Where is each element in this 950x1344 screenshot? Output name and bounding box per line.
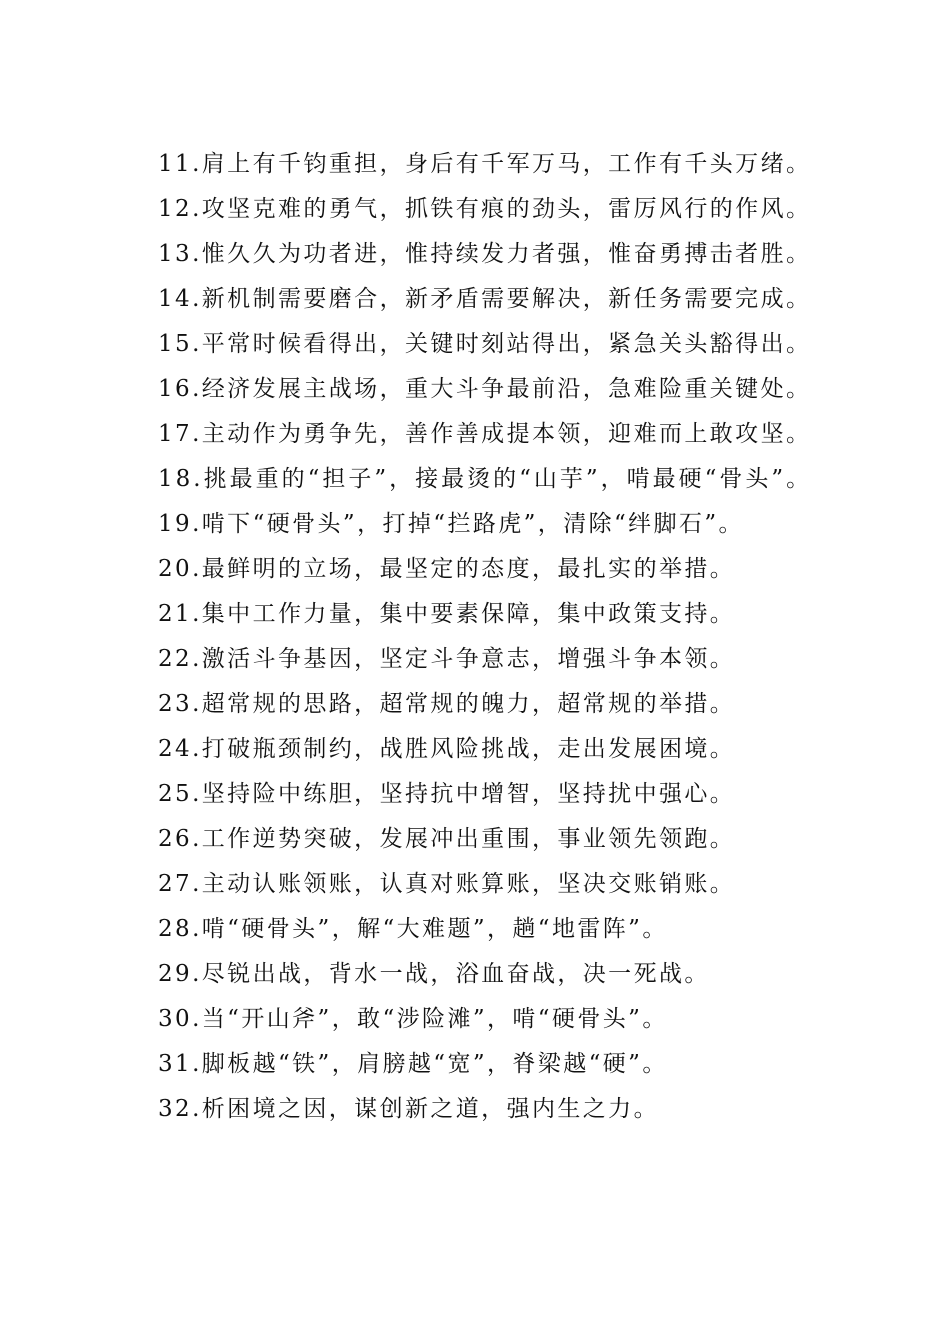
phrase-list: [120, 142, 830, 1132]
list-item: 14.新机制需要磨合，新矛盾需要解决，新任务需要完成。: [158, 286, 812, 312]
list-item: 21.集中工作力量，集中要素保障，集中政策支持。: [158, 601, 736, 627]
list-item: 20.最鲜明的立场，最坚定的态度，最扎实的举措。: [158, 556, 736, 582]
list-item: 16.经济发展主战场，重大斗争最前沿，急难险重关键处。: [158, 376, 812, 402]
list-item: 22.激活斗争基因，坚定斗争意志，增强斗争本领。: [158, 646, 736, 672]
list-item: 30.当“开山斧”，敢“涉险滩”，啃“硬骨头”。: [158, 1006, 668, 1032]
list-item: 29.尽锐出战，背水一战，浴血奋战，决一死战。: [158, 961, 710, 987]
list-item: 11.肩上有千钧重担，身后有千军万马，工作有千头万绪。: [158, 151, 812, 177]
list-item: 26.工作逆势突破，发展冲出重围，事业领先领跑。: [158, 826, 736, 852]
list-item: 15.平常时候看得出，关键时刻站得出，紧急关头豁得出。: [158, 331, 812, 357]
list-item: 31.脚板越“铁”，肩膀越“宽”，脊梁越“硬”。: [158, 1051, 668, 1077]
list-item: 25.坚持险中练胆，坚持抗中增智，坚持扰中强心。: [158, 781, 736, 807]
list-item: 28.啃“硬骨头”，解“大难题”，趟“地雷阵”。: [158, 916, 668, 942]
list-item: 19.啃下“硬骨头”，打掉“拦路虎”，清除“绊脚石”。: [158, 511, 744, 537]
list-item: 23.超常规的思路，超常规的魄力，超常规的举措。: [158, 691, 736, 717]
list-item: 18.挑最重的“担子”，接最烫的“山芋”，啃最硬“骨头”。: [158, 466, 813, 492]
list-item: 24.打破瓶颈制约，战胜风险挑战，走出发展困境。: [158, 736, 736, 762]
list-item: 27.主动认账领账，认真对账算账，坚决交账销账。: [158, 871, 736, 897]
list-item: 17.主动作为勇争先，善作善成提本领，迎难而上敢攻坚。: [158, 421, 812, 447]
list-item: 32.析困境之因，谋创新之道，强内生之力。: [158, 1096, 659, 1122]
list-item: 13.惟久久为功者进，惟持续发力者强，惟奋勇搏击者胜。: [158, 241, 812, 267]
list-item: 12.攻坚克难的勇气，抓铁有痕的劲头，雷厉风行的作风。: [158, 196, 812, 222]
